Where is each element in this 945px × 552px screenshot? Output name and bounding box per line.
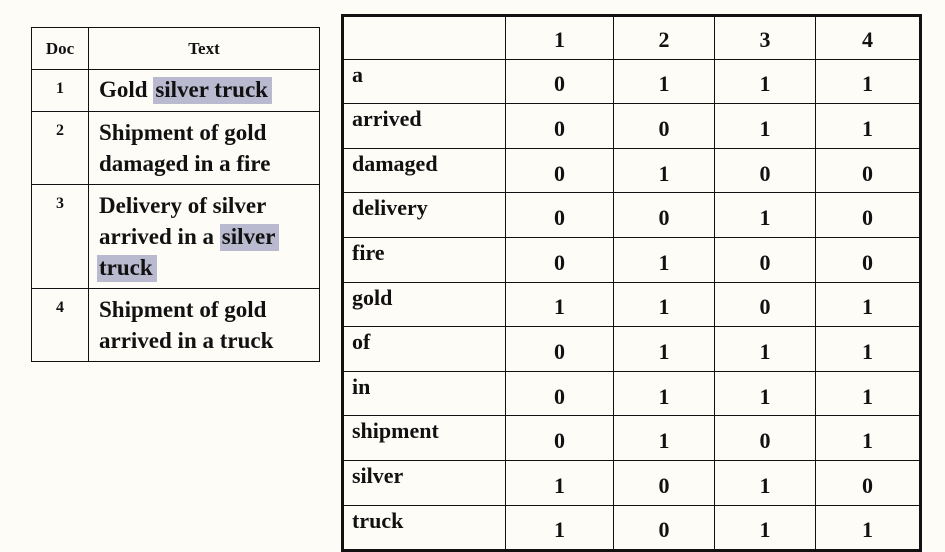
incidence-value: 0 — [614, 505, 715, 551]
doc-text-line: arrived in a truck — [99, 328, 274, 353]
doc-id: 4 — [32, 289, 89, 362]
incidence-value: 1 — [816, 104, 921, 149]
incidence-value: 0 — [506, 59, 614, 104]
incidence-value: 0 — [816, 460, 921, 505]
incidence-value: 0 — [506, 148, 614, 193]
highlighted-terms: silver — [220, 224, 280, 251]
incidence-value: 0 — [506, 416, 614, 461]
incidence-value: 1 — [816, 505, 921, 551]
matrix-row — [343, 148, 921, 193]
incidence-value: 0 — [506, 327, 614, 372]
incidence-value: 0 — [614, 104, 715, 149]
incidence-value: 1 — [715, 104, 816, 149]
incidence-value: 0 — [506, 104, 614, 149]
doc-text-line — [97, 252, 313, 283]
term-label: gold — [343, 282, 506, 327]
matrix-row — [343, 237, 921, 282]
document-row — [32, 289, 320, 362]
text-column-header: Text — [89, 28, 320, 70]
doc-text — [89, 289, 320, 362]
term-label: shipment — [343, 416, 506, 461]
matrix-row — [343, 327, 921, 372]
matrix-row — [343, 282, 921, 327]
term-label: fire — [343, 237, 506, 282]
incidence-value: 1 — [816, 416, 921, 461]
incidence-value: 1 — [715, 460, 816, 505]
incidence-value: 0 — [506, 371, 614, 416]
incidence-value: 1 — [715, 193, 816, 238]
doc-id: 2 — [32, 112, 89, 185]
incidence-value: 0 — [816, 237, 921, 282]
incidence-value: 1 — [506, 460, 614, 505]
matrix-row — [343, 193, 921, 238]
matrix-column-header: 1 — [506, 16, 614, 60]
incidence-value: 0 — [715, 237, 816, 282]
incidence-value: 0 — [506, 237, 614, 282]
doc-text — [89, 185, 320, 289]
matrix-row — [343, 505, 921, 551]
doc-text-line: Delivery of silver — [99, 193, 267, 218]
term-label: in — [343, 371, 506, 416]
doc-text-plain: Gold — [99, 77, 148, 102]
highlighted-terms: truck — [97, 255, 157, 282]
incidence-value: 1 — [614, 282, 715, 327]
doc-text-line: damaged in a fire — [99, 151, 271, 176]
document-row — [32, 185, 320, 289]
doc-text — [89, 112, 320, 185]
incidence-value: 1 — [816, 59, 921, 104]
incidence-value: 1 — [614, 59, 715, 104]
highlighted-terms: silver truck — [153, 77, 272, 104]
matrix-column-header: 2 — [614, 16, 715, 60]
matrix-row — [343, 460, 921, 505]
term-label: damaged — [343, 148, 506, 193]
incidence-value: 1 — [614, 148, 715, 193]
matrix-column-header: 3 — [715, 16, 816, 60]
matrix-row — [343, 104, 921, 149]
incidence-value: 0 — [816, 148, 921, 193]
matrix-row — [343, 59, 921, 104]
incidence-value: 1 — [715, 505, 816, 551]
term-label: a — [343, 59, 506, 104]
incidence-value: 0 — [715, 416, 816, 461]
document-row — [32, 112, 320, 185]
matrix-header-row — [343, 16, 921, 60]
incidence-value: 0 — [614, 460, 715, 505]
matrix-row — [343, 416, 921, 461]
incidence-value: 1 — [715, 59, 816, 104]
matrix-column-header: 4 — [816, 16, 921, 60]
doc-text-plain: arrived in a — [99, 224, 214, 249]
term-document-matrix — [341, 14, 922, 552]
document-table-header — [32, 28, 320, 70]
doc-id: 3 — [32, 185, 89, 289]
doc-text-line: Shipment of gold — [99, 297, 267, 322]
doc-text-line: Shipment of gold — [99, 120, 267, 145]
doc-column-header: Doc — [32, 28, 89, 70]
doc-id: 1 — [32, 70, 89, 112]
incidence-value: 1 — [506, 282, 614, 327]
document-row — [32, 70, 320, 112]
incidence-value: 1 — [816, 327, 921, 372]
incidence-value: 1 — [816, 282, 921, 327]
matrix-corner-cell — [343, 16, 506, 60]
term-label: of — [343, 327, 506, 372]
incidence-value: 0 — [715, 282, 816, 327]
term-label: truck — [343, 505, 506, 551]
incidence-value: 1 — [614, 371, 715, 416]
incidence-value: 0 — [715, 148, 816, 193]
incidence-value: 1 — [614, 327, 715, 372]
incidence-value: 1 — [816, 371, 921, 416]
incidence-value: 0 — [614, 193, 715, 238]
incidence-value: 1 — [506, 505, 614, 551]
incidence-value: 1 — [614, 237, 715, 282]
document-table — [31, 27, 320, 362]
incidence-value: 0 — [816, 193, 921, 238]
incidence-value: 1 — [614, 416, 715, 461]
term-label: delivery — [343, 193, 506, 238]
incidence-value: 1 — [715, 327, 816, 372]
incidence-value: 0 — [506, 193, 614, 238]
matrix-row — [343, 371, 921, 416]
doc-text — [89, 70, 320, 112]
doc-text-line — [99, 221, 313, 252]
term-label: arrived — [343, 104, 506, 149]
term-label: silver — [343, 460, 506, 505]
incidence-value: 1 — [715, 371, 816, 416]
